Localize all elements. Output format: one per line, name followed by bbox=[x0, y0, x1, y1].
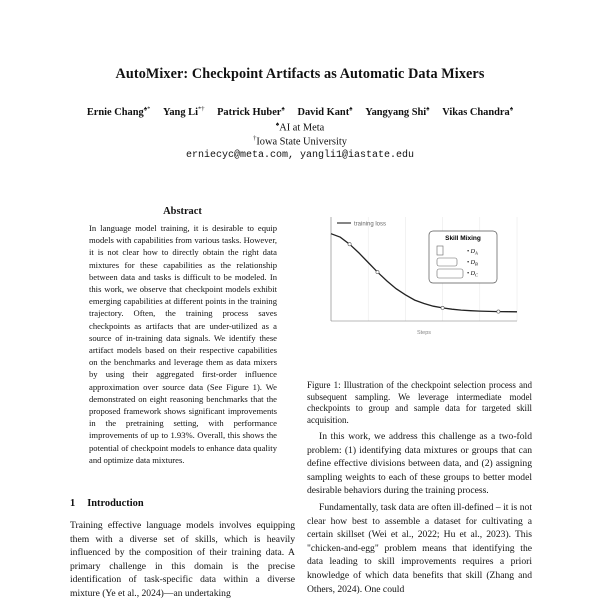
skill-bar-c bbox=[437, 269, 463, 278]
figure-caption: Figure 1: Illustration of the checkpoint selection process and subsequent sampling. We leverage intermediate model checkpoints to group and sample data for targeted skill acquisition. bbox=[307, 380, 532, 425]
paper-title: AutoMixer: Checkpoint Artifacts as Automatic Data Mixers bbox=[115, 66, 485, 82]
author: David Kant♠ bbox=[297, 106, 353, 119]
checkpoint-point bbox=[376, 271, 379, 274]
author: Vikas Chandra♠ bbox=[442, 106, 514, 119]
chart-legend bbox=[337, 222, 386, 228]
checkpoint-point bbox=[441, 306, 444, 309]
author: Ernie Chang♠* bbox=[86, 106, 151, 119]
skill-mixing-box bbox=[429, 231, 497, 283]
abstract-text: In language model training, it is desirable to equip models with capabilities from various tasks. However, it is not clear how to directly obtain the right data mixtures for these capabilities as the relationship between data and tasks is difficult to be modeled. In this work, we observe that checkpoint models exhibit emerging capabilities at different points in the training trajectory. Often, the training process saves checkpoints as artifacts that are under-utilized as a source of in-training data signals. We identify these artifact models based on their respective capabilities on the benchmarks and leverage them as data mixers by using their aggregated first-order influence approximation over source data (See Figure 1). We demonstrated on eight reasoning benchmarks that the proposed framework shows significant improvements in the pretraining setting, with performance improvements of up to 1.93%. Overall, this shows the potential of checkpoint models to enhance data quality and optimize data mixtures. bbox=[89, 223, 277, 465]
skill-box-title: Skill Mixing bbox=[445, 235, 481, 242]
checkpoint-point bbox=[348, 243, 351, 246]
section-heading: 1 Introduction bbox=[70, 498, 144, 509]
right-column-text bbox=[307, 430, 532, 596]
author-list bbox=[0, 106, 600, 118]
paragraph: Fundamentally, task data are often ill-defined – it is not clear how best to assemble a dataset for cultivating a certain skillset (Wei et al., 2022; Hu et al., 2023). This "chicken-and-egg" problem means that identifying the data leading to skill improvements requires a priori knowledge of which data benefits that skill (Zhang and Others, 2024). One could bbox=[307, 501, 532, 595]
author: Patrick Huber♠ bbox=[217, 106, 285, 119]
abstract-heading: Abstract bbox=[163, 206, 202, 217]
intro-text: Training effective language models involves equipping them with a diverse set of skills, which is heavily influenced by the composition of their training data. A primary challenge in this domain is the precise identification of task-specific data within a diverse mixture (Ye et al., 2024)—an undertaking bbox=[70, 520, 295, 599]
checkpoint-point bbox=[497, 310, 500, 313]
x-axis-label: Steps bbox=[416, 330, 432, 336]
skill-label-c: • $D_C$ bbox=[467, 271, 478, 278]
skill-bar-b bbox=[437, 258, 457, 266]
affiliation: ♠AI at Meta bbox=[275, 121, 325, 134]
affiliation: †Iowa State University bbox=[253, 135, 347, 148]
legend-label: training loss bbox=[354, 221, 387, 228]
figure-1-chart bbox=[317, 213, 525, 343]
author: Yang Li*† bbox=[163, 106, 205, 119]
skill-label-a: • $D_A$ bbox=[467, 249, 478, 256]
skill-label-b: • $D_B$ bbox=[467, 260, 478, 267]
skill-bar-a bbox=[437, 246, 443, 255]
author: Yangyang Shi♠ bbox=[365, 106, 430, 119]
author-emails: erniecyc@meta.com, yangli1@iastate.edu bbox=[185, 150, 415, 161]
paragraph: In this work, we address this challenge as a two-fold problem: (1) identifying data mixtures or groups that can define effective divisions between data, and (2) assigning sampling weights to each of these groups to better model desirable behaviors during the training process. bbox=[307, 431, 532, 497]
